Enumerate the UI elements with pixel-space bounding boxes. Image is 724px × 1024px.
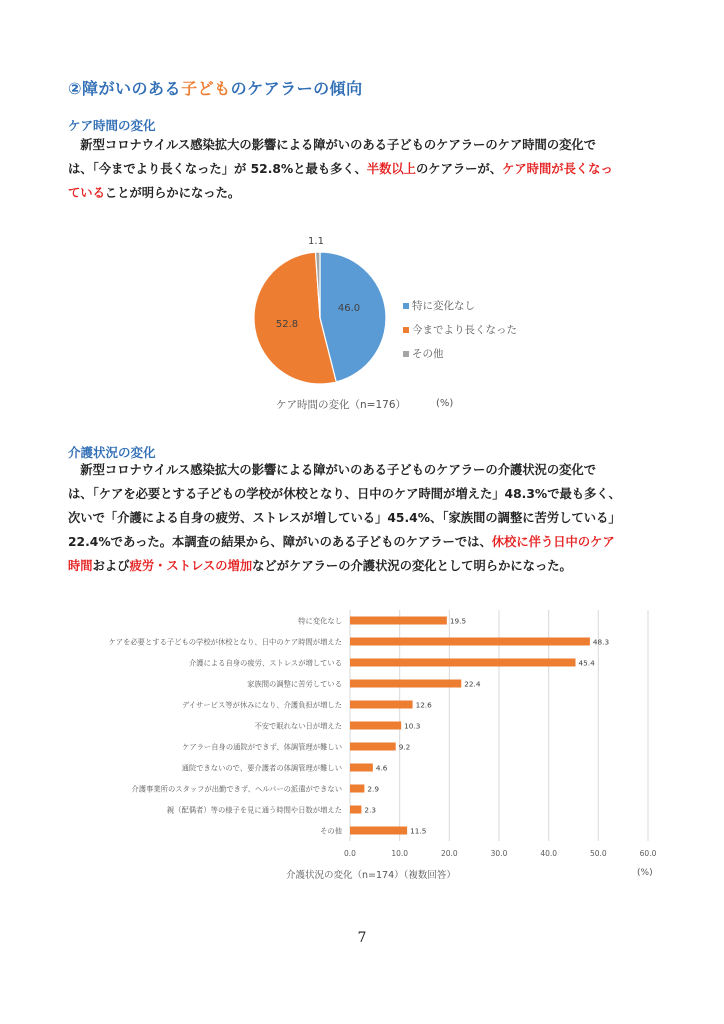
- bar: [350, 617, 447, 625]
- body-text: 次いで「介護による自身の疲労、ストレスが増している」45.4%、「家族間の調整に苦労している」: [68, 511, 621, 525]
- bar-data-label: 4.6: [375, 763, 388, 773]
- paragraph-line: [68, 157, 660, 181]
- body-text: および: [92, 559, 130, 573]
- care-time-heading: ケア時間の変化: [68, 118, 156, 133]
- paragraph-line: [68, 482, 660, 506]
- body-text: ことが明らかになった。: [104, 186, 241, 200]
- bar-data-label: 48.3: [592, 637, 610, 647]
- bar: [350, 764, 373, 772]
- paragraph-line: [68, 530, 660, 554]
- legend-label: 特に変化なし: [412, 300, 475, 312]
- body-text: などがケアラーの介護状況の変化として明らかになった。: [252, 559, 572, 573]
- bar: [350, 743, 396, 751]
- x-tick-label: 30.0: [490, 849, 508, 858]
- pie-unit: (%): [436, 398, 454, 409]
- highlight-text: 疲労・ストレスの増加: [129, 559, 253, 573]
- category-label: デイサービス等が休みになり、介護負担が増した: [181, 700, 342, 710]
- highlight-text: ている: [68, 186, 105, 200]
- body-text: 新型コロナウイルス感染拡大の影響による障がいのある子どものケアラーのケア時間の変化で: [68, 138, 597, 152]
- legend-swatch: [403, 327, 409, 333]
- title-suffix: のケアラーの傾向: [230, 79, 363, 98]
- legend-swatch: [403, 303, 409, 309]
- care-status-bar-chart: [60, 605, 680, 875]
- highlight-text: ケア時間が長くなっ: [502, 162, 613, 176]
- bar: [350, 785, 364, 793]
- bar-data-label: 2.3: [364, 805, 377, 815]
- care-time-pie-chart: [240, 234, 540, 404]
- x-tick-label: 0.0: [344, 849, 356, 858]
- care-time-paragraph: [68, 133, 660, 205]
- paragraph-line: [68, 133, 660, 157]
- body-text: のケアラーが、: [415, 162, 503, 176]
- legend-label: その他: [412, 348, 444, 360]
- pie-data-label: 52.8: [275, 319, 299, 330]
- legend-label: 今までより長くなった: [412, 324, 517, 336]
- paragraph-line: [68, 506, 660, 530]
- category-label: 特に変化なし: [298, 616, 342, 626]
- category-label: 親（配偶者）等の様子を見に通う時間や日数が増えた: [166, 805, 342, 815]
- page-number: 7: [357, 930, 367, 946]
- body-text: は、「今までより長くなった」が 52.8%と最も多く、: [68, 162, 367, 176]
- bar-data-label: 22.4: [464, 679, 481, 689]
- pie-data-label: 1.1: [308, 236, 324, 247]
- bar: [350, 638, 590, 646]
- bar-data-label: 12.6: [415, 700, 432, 710]
- category-label: 介護による自身の疲労、ストレスが増している: [188, 658, 342, 668]
- care-status-paragraph: [68, 458, 660, 578]
- body-text: は、「ケアを必要とする子どもの学校が休校となり、日中のケア時間が増えた」48.3%で最も多く、: [68, 487, 621, 501]
- bar: [350, 701, 413, 709]
- pie-caption: ケア時間の変化（n=176）: [276, 399, 406, 411]
- bar: [350, 806, 361, 814]
- bar-data-label: 11.5: [410, 826, 427, 836]
- x-tick-label: 20.0: [440, 849, 458, 858]
- pie-data-label: 46.0: [337, 303, 361, 314]
- x-tick-label: 50.0: [589, 849, 607, 858]
- bar-data-label: 2.9: [367, 784, 380, 794]
- bar: [350, 659, 575, 667]
- highlight-text: 時間: [68, 559, 93, 573]
- paragraph-line: [68, 181, 660, 205]
- body-text: 22.4%であった。本調査の結果から、障がいのある子どものケアラーでは、: [68, 535, 492, 549]
- section-title: [68, 76, 363, 99]
- paragraph-line: [68, 554, 660, 578]
- bar: [350, 827, 407, 835]
- legend-swatch: [403, 351, 409, 357]
- category-label: 家族間の調整に苦労している: [247, 679, 342, 689]
- bar-unit: (%): [637, 868, 653, 878]
- category-label: その他: [320, 826, 342, 836]
- category-label: 介護事業所のスタッフが出勤できず、ヘルパーの派遣ができない: [131, 784, 342, 794]
- title-highlight: 子ども: [181, 79, 231, 98]
- x-tick-label: 40.0: [540, 849, 558, 858]
- x-tick-label: 60.0: [639, 849, 657, 858]
- bar-data-label: 45.4: [578, 658, 595, 668]
- bar-data-label: 19.5: [449, 616, 467, 626]
- category-label: 通院できないので、要介護者の体調管理が難しい: [181, 763, 342, 773]
- category-label: ケアを必要とする子どもの学校が休校となり、日中のケア時間が増えた: [108, 637, 342, 647]
- bar: [350, 722, 401, 730]
- bar-data-label: 10.3: [404, 721, 421, 731]
- bar-caption: 介護状況の変化（n=174）（複数回答）: [286, 870, 456, 881]
- bar-data-label: 9.2: [398, 742, 411, 752]
- title-prefix: ②障がいのある: [68, 79, 182, 98]
- bar: [350, 680, 461, 688]
- highlight-text: 休校に伴う日中のケア: [491, 535, 615, 549]
- x-tick-label: 10.0: [391, 849, 409, 858]
- category-label: 不安で眠れない日が増えた: [254, 721, 342, 731]
- body-text: 新型コロナウイルス感染拡大の影響による障がいのある子どものケアラーの介護状況の変化で: [68, 463, 597, 477]
- care-status-heading: 介護状況の変化: [68, 445, 156, 460]
- paragraph-line: [68, 458, 660, 482]
- category-label: ケアラー自身の通院ができず、体調管理が難しい: [182, 742, 342, 752]
- highlight-text: 半数以上: [366, 162, 416, 176]
